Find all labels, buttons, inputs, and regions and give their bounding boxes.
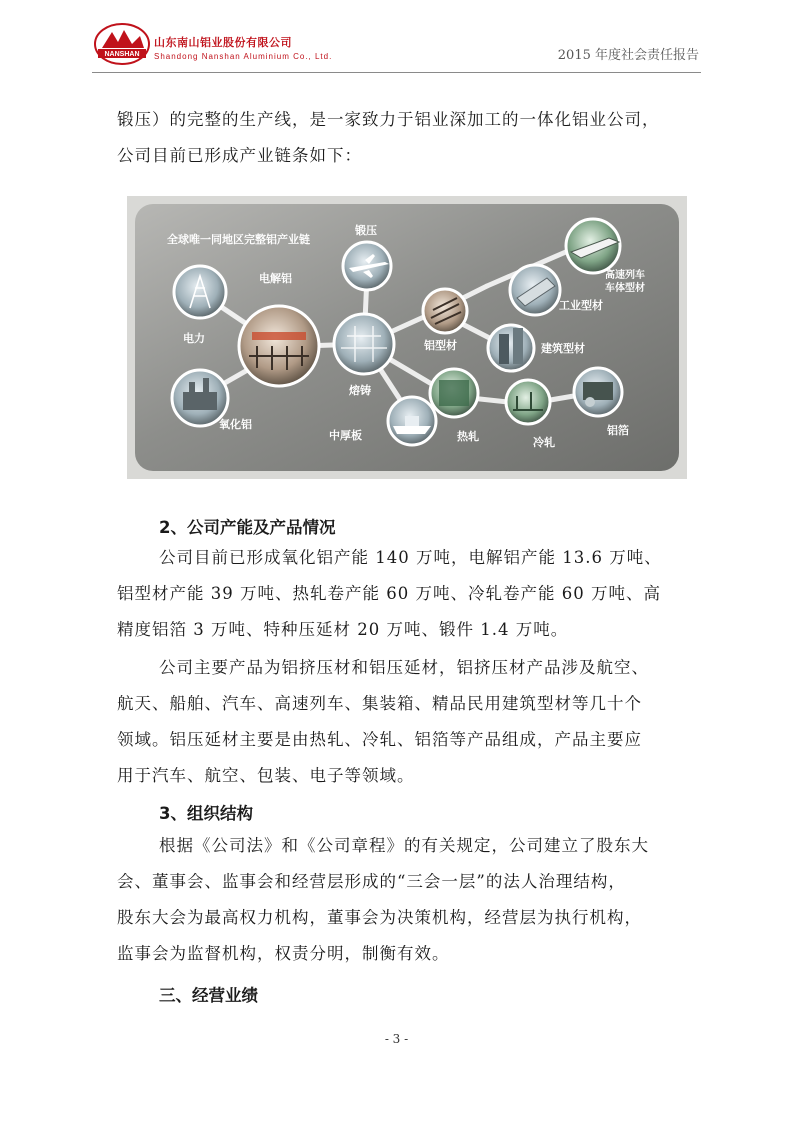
section-heading-capacity: 2、公司产能及产品情况 (159, 518, 336, 537)
svg-text:工业型材: 工业型材 (559, 299, 603, 312)
svg-text:熔铸: 熔铸 (349, 384, 371, 397)
diagram-title: 全球唯一同地区完整铝产业链 (167, 233, 310, 246)
industry-chain-diagram (127, 196, 687, 479)
svg-text:NANSHAN: NANSHAN (104, 51, 140, 58)
company-name-cn: 山东南山铝业股份有限公司 (154, 36, 292, 49)
svg-text:电解铝: 电解铝 (259, 272, 292, 285)
text-line: 用于汽车、航空、包装、电子等领域。 (117, 766, 415, 785)
text-line: 根据《公司法》和《公司章程》的有关规定，公司建立了股东大 (159, 836, 649, 855)
capacity-paragraph (117, 540, 677, 648)
text-line: 铝型材产能 39 万吨、热轧卷产能 60 万吨、冷轧卷产能 60 万吨、高 (117, 584, 661, 603)
text-line: 精度铝箔 3 万吨、特种压延材 20 万吨、锻件 1.4 万吨。 (117, 620, 569, 639)
section-heading-performance: 三、经营业绩 (159, 986, 258, 1005)
page-number: - 3 - (384, 1032, 409, 1046)
text-line: 领域。铝压延材主要是由热轧、冷轧、铝箔等产品组成，产品主要应 (117, 730, 642, 749)
text-line: 公司主要产品为铝挤压材和铝压延材，铝挤压材产品涉及航空、 (159, 658, 649, 677)
page-header (0, 0, 793, 80)
text-line: 会、董事会、监事会和经营层形成的“三会一层”的法人治理结构， (117, 872, 626, 891)
text-line: 航天、船舶、汽车、高速列车、集装箱、精品民用建筑型材等几十个 (117, 694, 642, 713)
svg-text:中厚板: 中厚板 (329, 429, 362, 442)
svg-text:高速列车: 高速列车 (605, 270, 645, 281)
text-line: 股东大会为最高权力机构，董事会为决策机构，经营层为执行机构， (117, 908, 642, 927)
industry-chain-figure (127, 196, 687, 479)
text-line: 公司目前已形成氧化铝产能 140 万吨，电解铝产能 13.6 万吨、 (159, 548, 662, 567)
section-heading-organization: 3、组织结构 (159, 804, 253, 823)
products-paragraph (117, 650, 677, 794)
header-divider (92, 72, 701, 73)
text-line: 公司目前已形成产业链条如下： (117, 146, 362, 165)
svg-text:锻压: 锻压 (355, 224, 377, 237)
svg-text:车体型材: 车体型材 (605, 283, 645, 294)
report-title: 2015 年度社会责任报告 (557, 48, 699, 63)
svg-text:冷轧: 冷轧 (533, 436, 555, 449)
svg-text:电力: 电力 (183, 332, 205, 345)
company-name-en: Shandong Nanshan Aluminium Co., Ltd. (154, 52, 333, 61)
svg-text:氧化铝: 氧化铝 (219, 418, 252, 431)
svg-text:铝箔: 铝箔 (607, 424, 629, 437)
svg-text:热轧: 热轧 (457, 430, 479, 443)
svg-text:建筑型材: 建筑型材 (541, 342, 585, 355)
nanshan-logo (94, 22, 150, 66)
text-line: 监事会为监督机构，权责分明，制衡有效。 (117, 944, 450, 963)
svg-text:铝型材: 铝型材 (424, 339, 457, 352)
text-line: 锻压）的完整的生产线，是一家致力于铝业深加工的一体化铝业公司， (117, 110, 660, 129)
intro-paragraph (117, 102, 677, 174)
organization-paragraph (117, 828, 677, 972)
